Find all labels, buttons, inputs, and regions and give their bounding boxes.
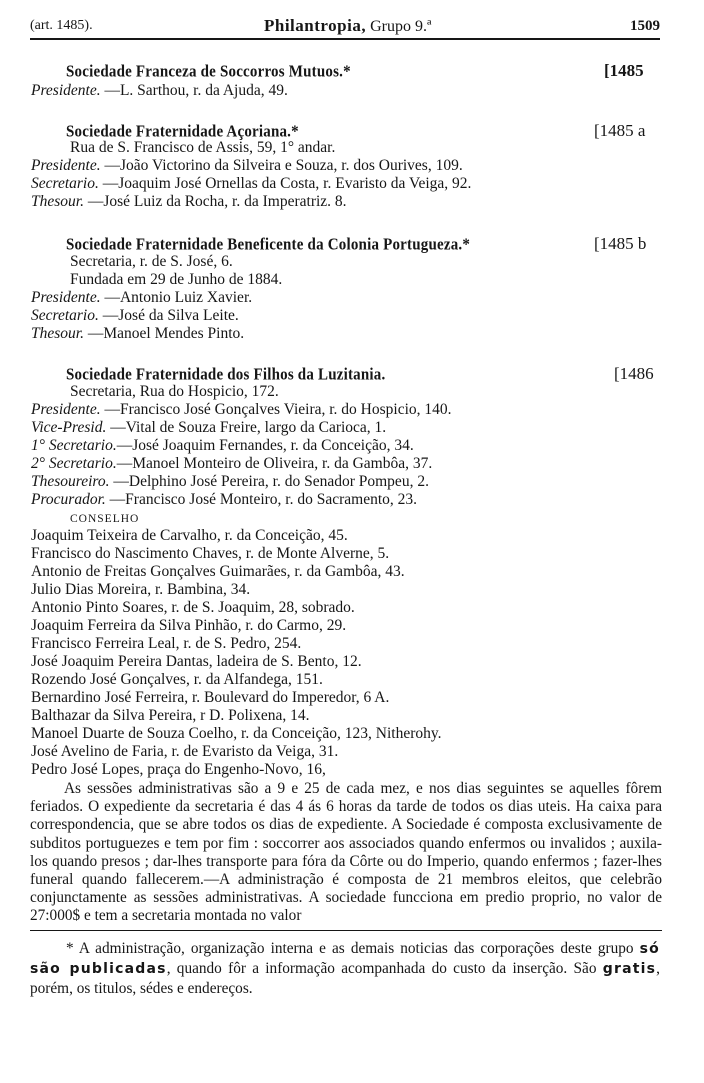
running-title-rest: Grupo 9.ª (366, 18, 432, 35)
entry-line (31, 289, 252, 307)
entry-line: Rua de S. Francisco de Assis, 59, 1° andar. (70, 139, 336, 156)
entry-line (31, 175, 471, 193)
footnote (30, 939, 660, 999)
council-member: Balthazar da Silva Pereira, r D. Polixena, 14. (31, 707, 310, 724)
role-text: —José Joaquim Fernandes, r. da Conceição, 34. (116, 437, 414, 454)
role-label: Presidente. (31, 401, 101, 418)
description-paragraph: As sessões administrativas são a 9 e 25 de cada mez, e nos dias seguintes se aquelles fôrem feriados. O expediente da secretaria é das 4 ás 6 horas da tarde de todos os dias uteis. Ha caixa para correspondencia, que se abre todos os dias de expediente. A Sociedade é composta exclusivamente de subditos portuguezes e tem por fim : soccorrer aos associados quando enfermos ou invalidos ; auxila-los quando presos ; dar-lhes transporte para fóra da Côrte ou do Imperio, quando enfermos ; fazer-lhes funeral quando fallecerem.—A administração é composta de 21 membros eleitos, que celebrão conjunctamente as sessões administrativas. A sociedade funcciona em predio proprio, no valor de 27:000$ e tem a secretaria montada no valor (30, 780, 662, 925)
role-label: Presidente. (31, 157, 101, 174)
entry-line: Fundada em 29 de Junho de 1884. (70, 271, 283, 288)
entry-line (31, 419, 386, 437)
role-label: Secretario. (31, 307, 99, 324)
council-member: Francisco Ferreira Leal, r. de S. Pedro, 254. (31, 635, 302, 652)
entry-line: Secretaria, r. de S. José, 6. (70, 253, 233, 270)
council-member: Manoel Duarte de Souza Coelho, r. da Conceição, 123, Nitherohy. (31, 725, 442, 742)
council-member: Antonio Pinto Soares, r. de S. Joaquim, 28, sobrado. (31, 599, 355, 616)
footnote-emphasis: só são publicadas (30, 941, 660, 977)
entry-line (31, 82, 288, 100)
running-title (264, 16, 431, 36)
role-label: Secretario. (31, 175, 99, 192)
council-member: Antonio de Freitas Gonçalves Guimarães, r. da Gambôa, 43. (31, 563, 405, 580)
council-member: Bernardino José Ferreira, r. Boulevard do Imperedor, 6 A. (31, 689, 390, 706)
role-label: Presidente. (31, 82, 101, 99)
running-title-bold: Philantropia, (264, 16, 367, 35)
entry-line (31, 401, 452, 419)
role-label: Thesoureiro. (31, 473, 110, 490)
role-text: —Vital de Souza Freire, largo da Carioca, 1. (106, 419, 387, 436)
role-label: 1° Secretario. (31, 437, 117, 454)
council-member: José Avelino de Faria, r. de Evaristo da Veiga, 31. (31, 743, 339, 760)
entry-ref: [1486 (614, 364, 654, 383)
entry-ref: [1485 a (594, 121, 646, 140)
role-text: —Francisco José Monteiro, r. do Sacramento, 23. (105, 491, 418, 508)
entry-ref: [1485 (604, 61, 644, 80)
council-member: Julio Dias Moreira, r. Bambina, 34. (31, 581, 251, 598)
entry-title: Sociedade Franceza de Soccorros Mutuos.* (66, 63, 351, 81)
council-member: José Joaquim Pereira Dantas, ladeira de S. Bento, 12. (31, 653, 362, 670)
council-member: Pedro José Lopes, praça do Engenho-Novo, 16, (31, 761, 326, 778)
council-heading: CONSELHO (70, 513, 140, 525)
role-label: Vice-Presid. (31, 419, 107, 436)
role-label: 2° Secretario. (31, 455, 117, 472)
role-label: Presidente. (31, 289, 101, 306)
role-label: Thesour. (31, 193, 84, 210)
footnote-rule (30, 930, 662, 931)
footnote-part1: * A administração, organização interna e as demais noticias das corporações deste grupo (66, 940, 634, 957)
entry-title: Sociedade Fraternidade Beneficente da Colonia Portugueza.* (66, 236, 471, 254)
entry-line (31, 325, 244, 343)
footnote-emphasis: gratis (602, 961, 657, 977)
role-label: Thesour. (31, 325, 84, 342)
footnote-part2: , quando fôr a informação acompanhada do custo da inserção. São (166, 960, 597, 977)
role-text: —Manoel Mendes Pinto. (83, 325, 245, 342)
footnote-part3: , porém, os titulos, sédes e endereços. (30, 960, 660, 997)
entry-line: Secretaria, Rua do Hospicio, 172. (70, 383, 279, 400)
entry-line (31, 157, 463, 175)
role-label: Procurador. (31, 491, 106, 508)
role-text: —José da Silva Leite. (98, 307, 239, 324)
role-text: —Delphino José Pereira, r. do Senador Pompeu, 2. (109, 473, 429, 490)
role-text: —José Luiz da Rocha, r. da Imperatriz. 8. (83, 193, 347, 210)
role-text: —Francisco José Gonçalves Vieira, r. do Hospicio, 140. (100, 401, 452, 418)
entry-line (31, 491, 417, 509)
entry-line (31, 193, 347, 211)
council-member: Francisco do Nascimento Chaves, r. de Monte Alverne, 5. (31, 545, 390, 562)
entry-title: Sociedade Fraternidade Açoriana.* (66, 123, 299, 141)
entry-title: Sociedade Fraternidade dos Filhos da Luzitania. (66, 366, 386, 384)
entry-line (31, 437, 414, 455)
role-text: —Antonio Luiz Xavier. (100, 289, 253, 306)
page-header (30, 18, 660, 40)
role-text: —Manoel Monteiro de Oliveira, r. da Gambôa, 37. (116, 455, 433, 472)
role-text: —João Victorino da Silveira e Souza, r. dos Ourives, 109. (100, 157, 463, 174)
entry-ref: [1485 b (594, 234, 647, 253)
council-member: Joaquim Ferreira da Silva Pinhão, r. do Carmo, 29. (31, 617, 347, 634)
page-number: 1509 (630, 18, 660, 34)
entry-line (31, 473, 429, 491)
entry-line (31, 307, 239, 325)
entry-line (31, 455, 432, 473)
council-member: Joaquim Teixeira de Carvalho, r. da Conceição, 45. (31, 527, 348, 544)
council-member: Rozendo José Gonçalves, r. da Alfandega, 151. (31, 671, 323, 688)
role-text: —Joaquim José Ornellas da Costa, r. Evaristo da Veiga, 92. (98, 175, 472, 192)
role-text: —L. Sarthou, r. da Ajuda, 49. (100, 82, 288, 99)
article-range: (art. 1485). (30, 18, 93, 33)
